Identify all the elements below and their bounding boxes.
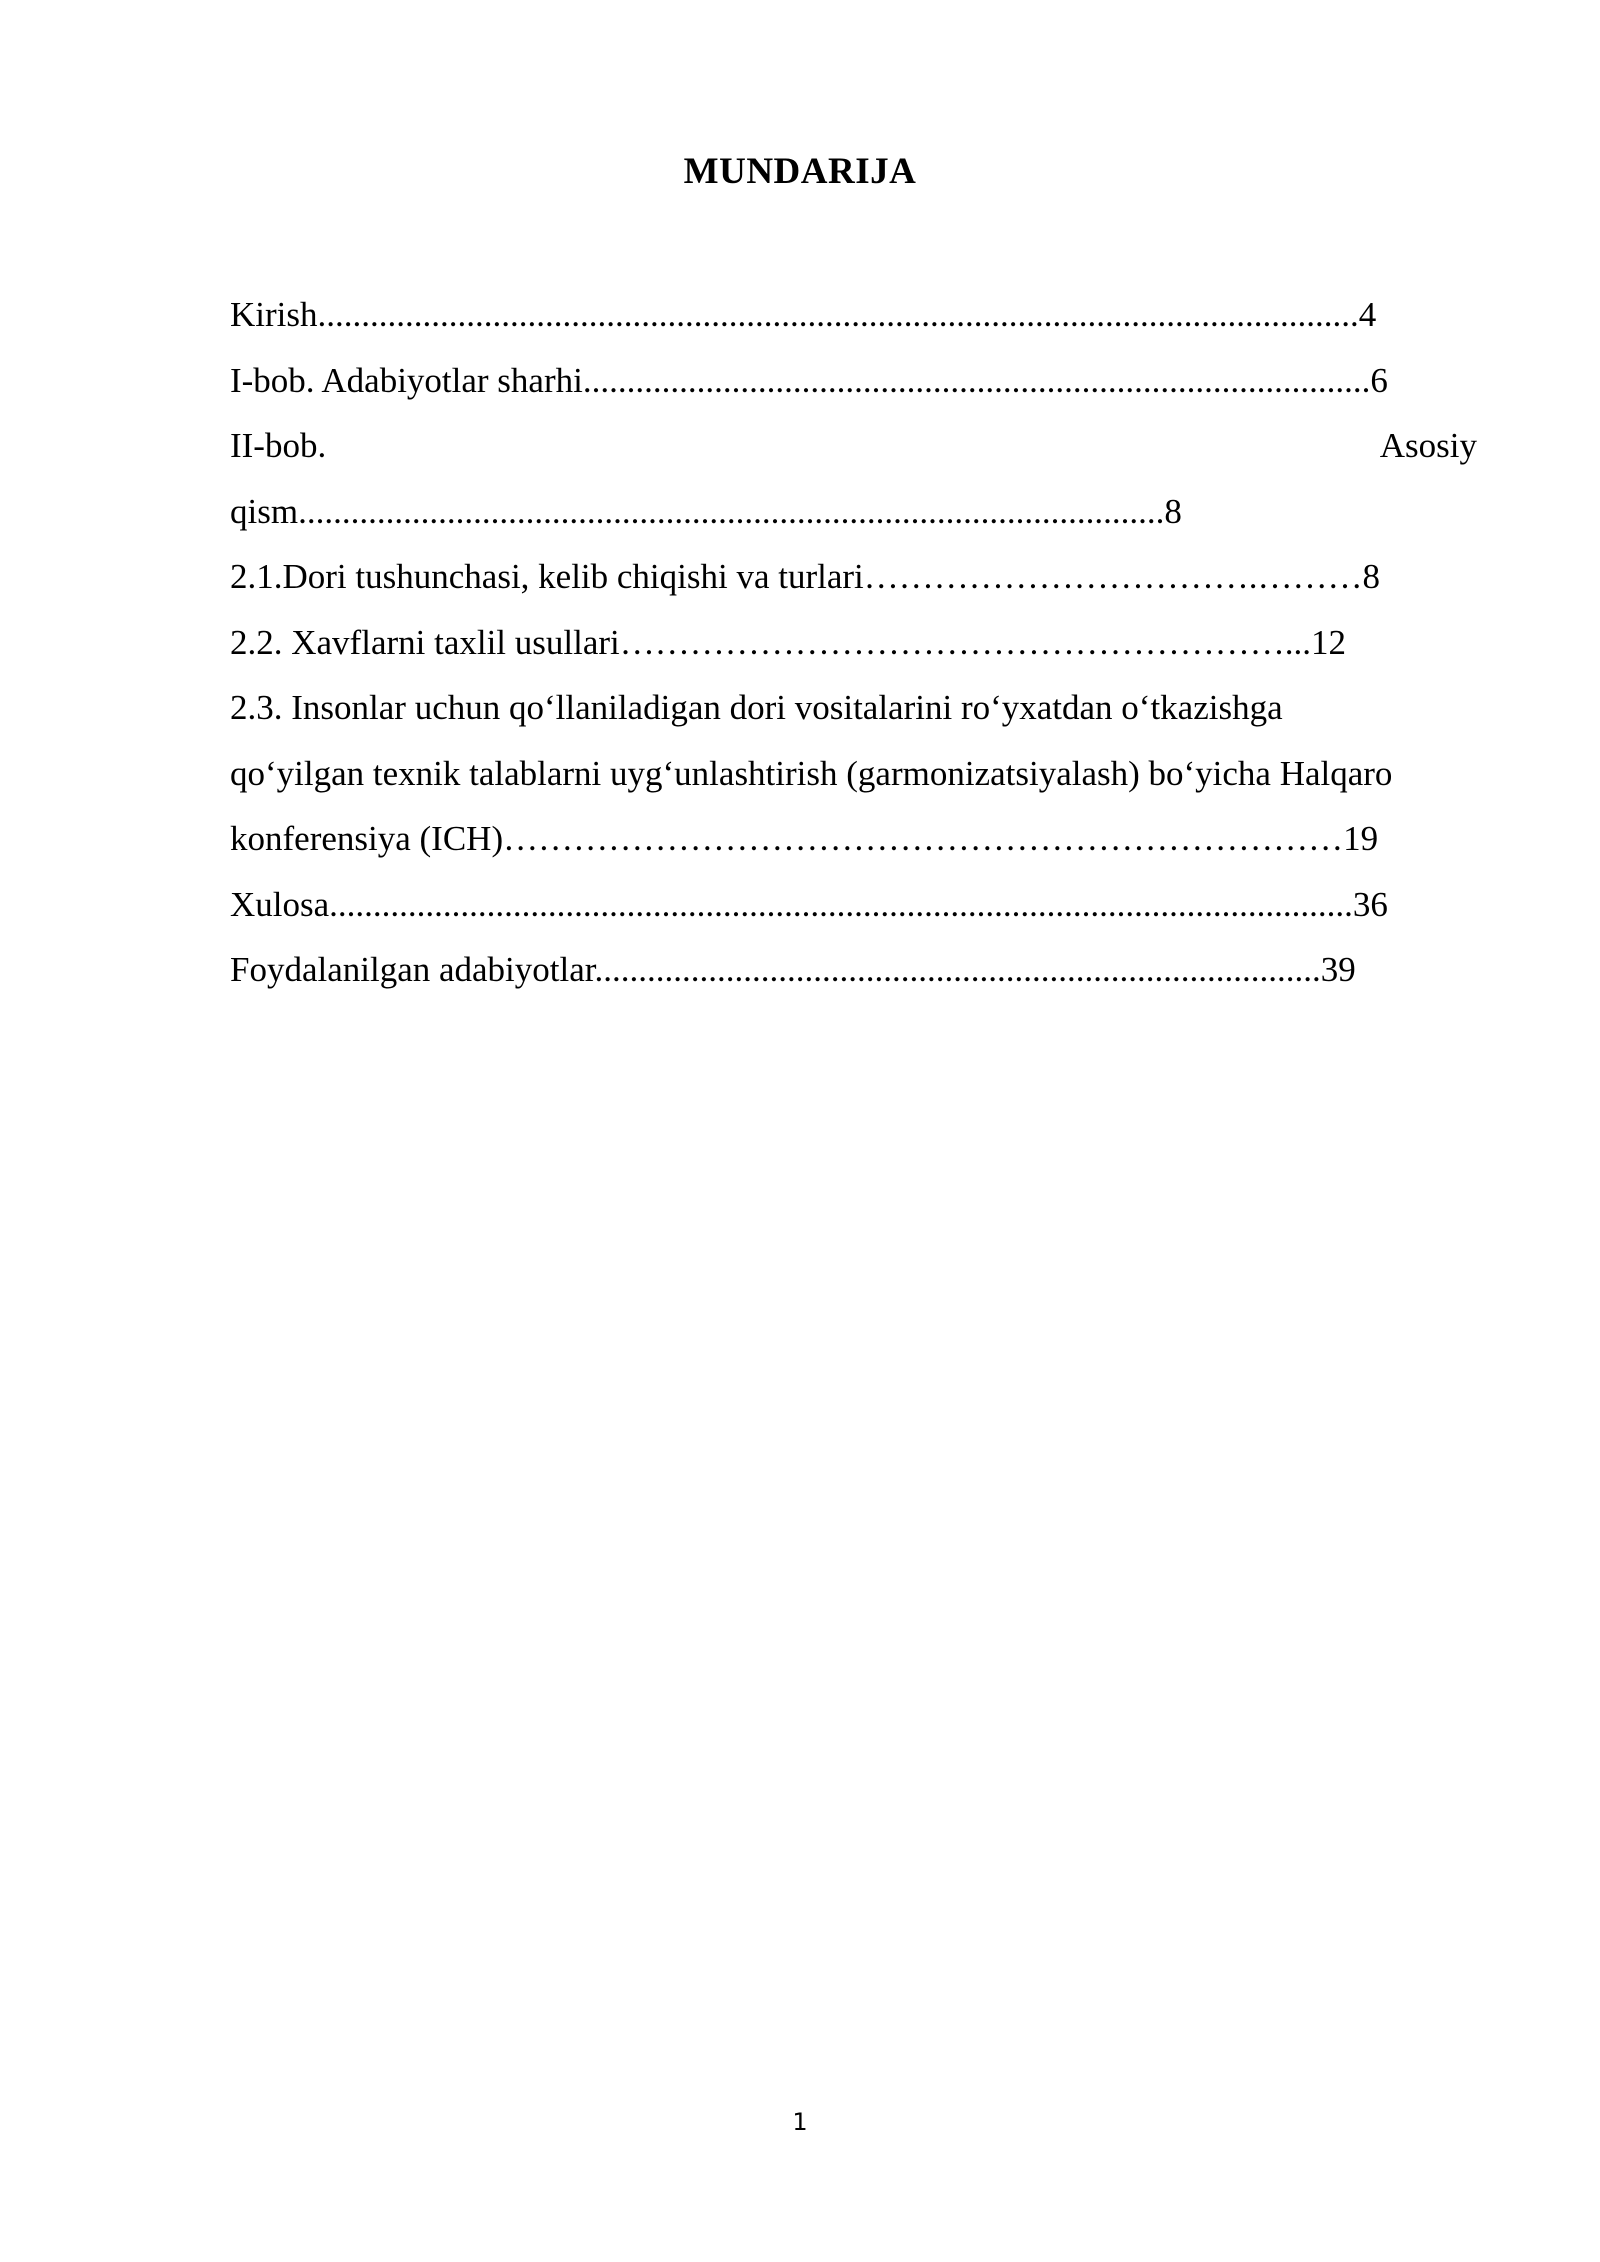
toc-entry-chapter-2-heading bbox=[230, 413, 1477, 479]
toc-entry-chapter-2-continuation: qism...................................................................................................8 bbox=[230, 491, 1182, 531]
toc-entry-section-2-3-continuation: qo‘yilgan texnik talablarni uyg‘unlashtirish (garmonizatsiyalash) bo‘yicha Halqaro bbox=[230, 753, 1393, 793]
toc-entry-chapter-2-word: Asosiy bbox=[1379, 426, 1477, 465]
toc-entry-section-2-3: 2.3. Insonlar uchun qo‘llaniladigan dori vositalarini ro‘yxatdan o‘tkazishga bbox=[230, 688, 1283, 727]
toc-entry-section-2-3-end: konferensiya (ICH)………………………………………………………………19 bbox=[230, 819, 1379, 858]
toc-entry-chapter-1: I-bob. Adabiyotlar sharhi..........................................................................................6 bbox=[230, 360, 1388, 400]
toc-title: MUNDARIJA bbox=[683, 151, 917, 192]
toc-entry-references: Foydalanilgan adabiyotlar...................................................................................39 bbox=[230, 950, 1356, 989]
page-number: 1 bbox=[792, 2108, 808, 2136]
table-of-contents bbox=[230, 282, 1477, 1003]
toc-entry-section-2-1: 2.1.Dori tushunchasi, kelib chiqishi va turlari…………………………….………8 bbox=[230, 557, 1381, 596]
toc-entry-section-2-2: 2.2. Xavflarni taxlil usullari…………………………………………………...12 bbox=[230, 622, 1347, 662]
toc-entry-kirish: Kirish.......................................................................................................................4 bbox=[230, 295, 1377, 334]
toc-entry-xulosa: Xulosa.....................................................................................................................36 bbox=[230, 884, 1388, 924]
toc-entry-chapter-2-label: II-bob. bbox=[230, 426, 327, 465]
